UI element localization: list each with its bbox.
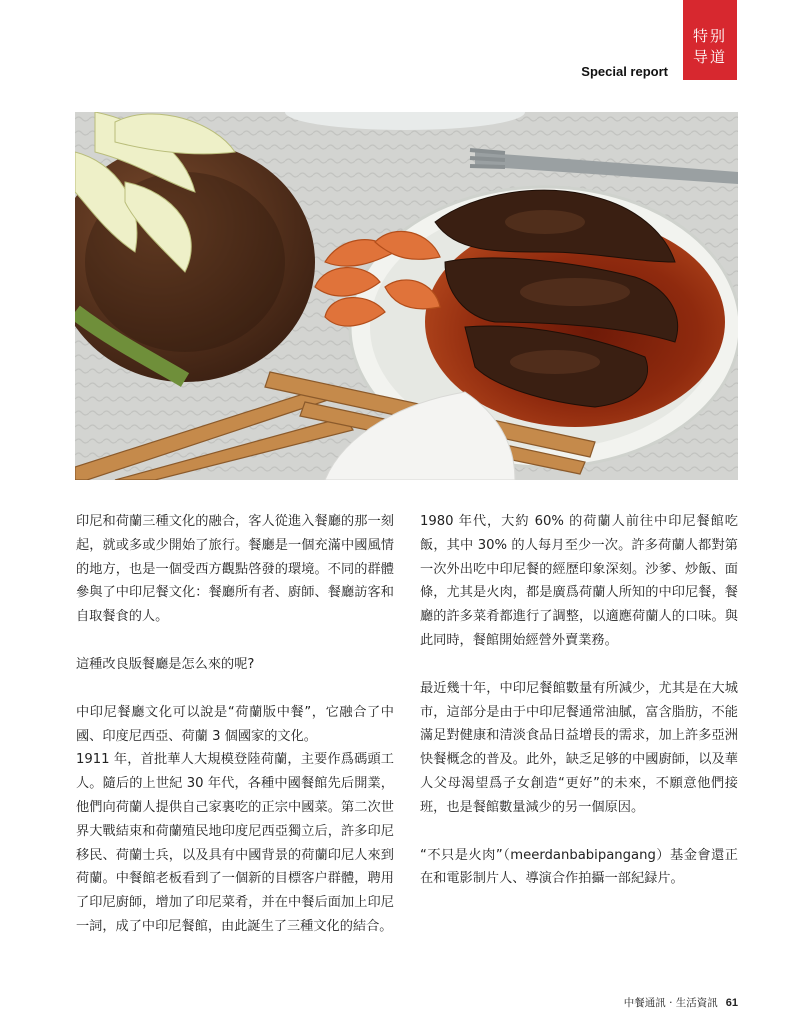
page-number: 61 bbox=[725, 997, 738, 1009]
right-paragraph-1: 1980 年代，大約 60% 的荷蘭人前往中印尼餐館吃飯，其中 30% 的人每月至少一次。許多荷蘭人都對第一次外出吃中印尼餐的經歷印象深刻。沙爹、炒飯、面條，尤其是火肉，都是廣爲荷蘭人所知的中印尼餐，餐廳的許多菜肴都進行了調整，以適應荷蘭人的口味。與此同時，餐館開始經營外賣業務。 bbox=[420, 514, 738, 648]
section-tag-line2: 导道 bbox=[693, 48, 728, 66]
section-tag-line1: 特别 bbox=[693, 27, 728, 45]
publication-name: 中餐通訊 · 生活資訊 bbox=[623, 997, 718, 1009]
right-paragraph-3: “不只是火肉”（meerdanbabipangang）基金會還正在和電影制片人、導演合作拍攝一部紀録片。 bbox=[420, 847, 738, 887]
right-paragraph-2: 最近幾十年，中印尼餐館數量有所減少，尤其是在大城市，這部分是由于中印尼餐通常油膩，富含脂肪，不能滿足對健康和清淡食品日益增長的需求，加上許多亞洲快餐概念的普及。此外，缺乏足够的中國廚師，以及華人父母渴望爲子女創造“更好”的未來，不願意他們接班，也是餐館數量減少的另一個原因。 bbox=[420, 680, 738, 815]
right-column bbox=[420, 510, 738, 891]
section-tag-text bbox=[693, 26, 727, 68]
section-label: Special report bbox=[581, 64, 668, 79]
left-paragraph-1: 印尼和荷蘭三種文化的融合，客人從進入餐廳的那一刻起，就或多或少開始了旅行。餐廳是一個充滿中國風情的地方，也是一個受西方觀點啓發的環境。不同的群體參與了中印尼餐文化：餐廳所有者、廚師、餐廳訪客和自取餐食的人。 bbox=[76, 514, 394, 625]
page-footer bbox=[624, 995, 738, 1010]
left-subheading: 這種改良版餐廳是怎么來的呢? bbox=[76, 656, 255, 672]
left-paragraph-3: 1911 年，首批華人大規模登陸荷蘭，主要作爲碼頭工人。隨后的上世紀 30 年代，各種中國餐館先后開業，他們向荷蘭人提供自己家裏吃的正宗中國菜。第二次世界大戰結束和荷蘭殖民地印度尼西亞獨立后，許多印尼移民、荷蘭士兵，以及具有中國背景的荷蘭印尼人來到荷蘭。中餐館老板看到了一個新的目標客户群體，聘用了印尼廚師，增加了印尼菜肴，并在中餐后面加上印尼一詞，成了中印尼餐館，由此誕生了三種文化的結合。 bbox=[76, 752, 394, 934]
section-tag bbox=[683, 0, 737, 80]
left-paragraph-2: 中印尼餐廳文化可以說是“荷蘭版中餐”，它融合了中國、印度尼西亞、荷蘭 3 個國家的文化。 bbox=[76, 704, 394, 744]
dish-photo bbox=[75, 112, 738, 480]
left-column bbox=[76, 510, 394, 939]
